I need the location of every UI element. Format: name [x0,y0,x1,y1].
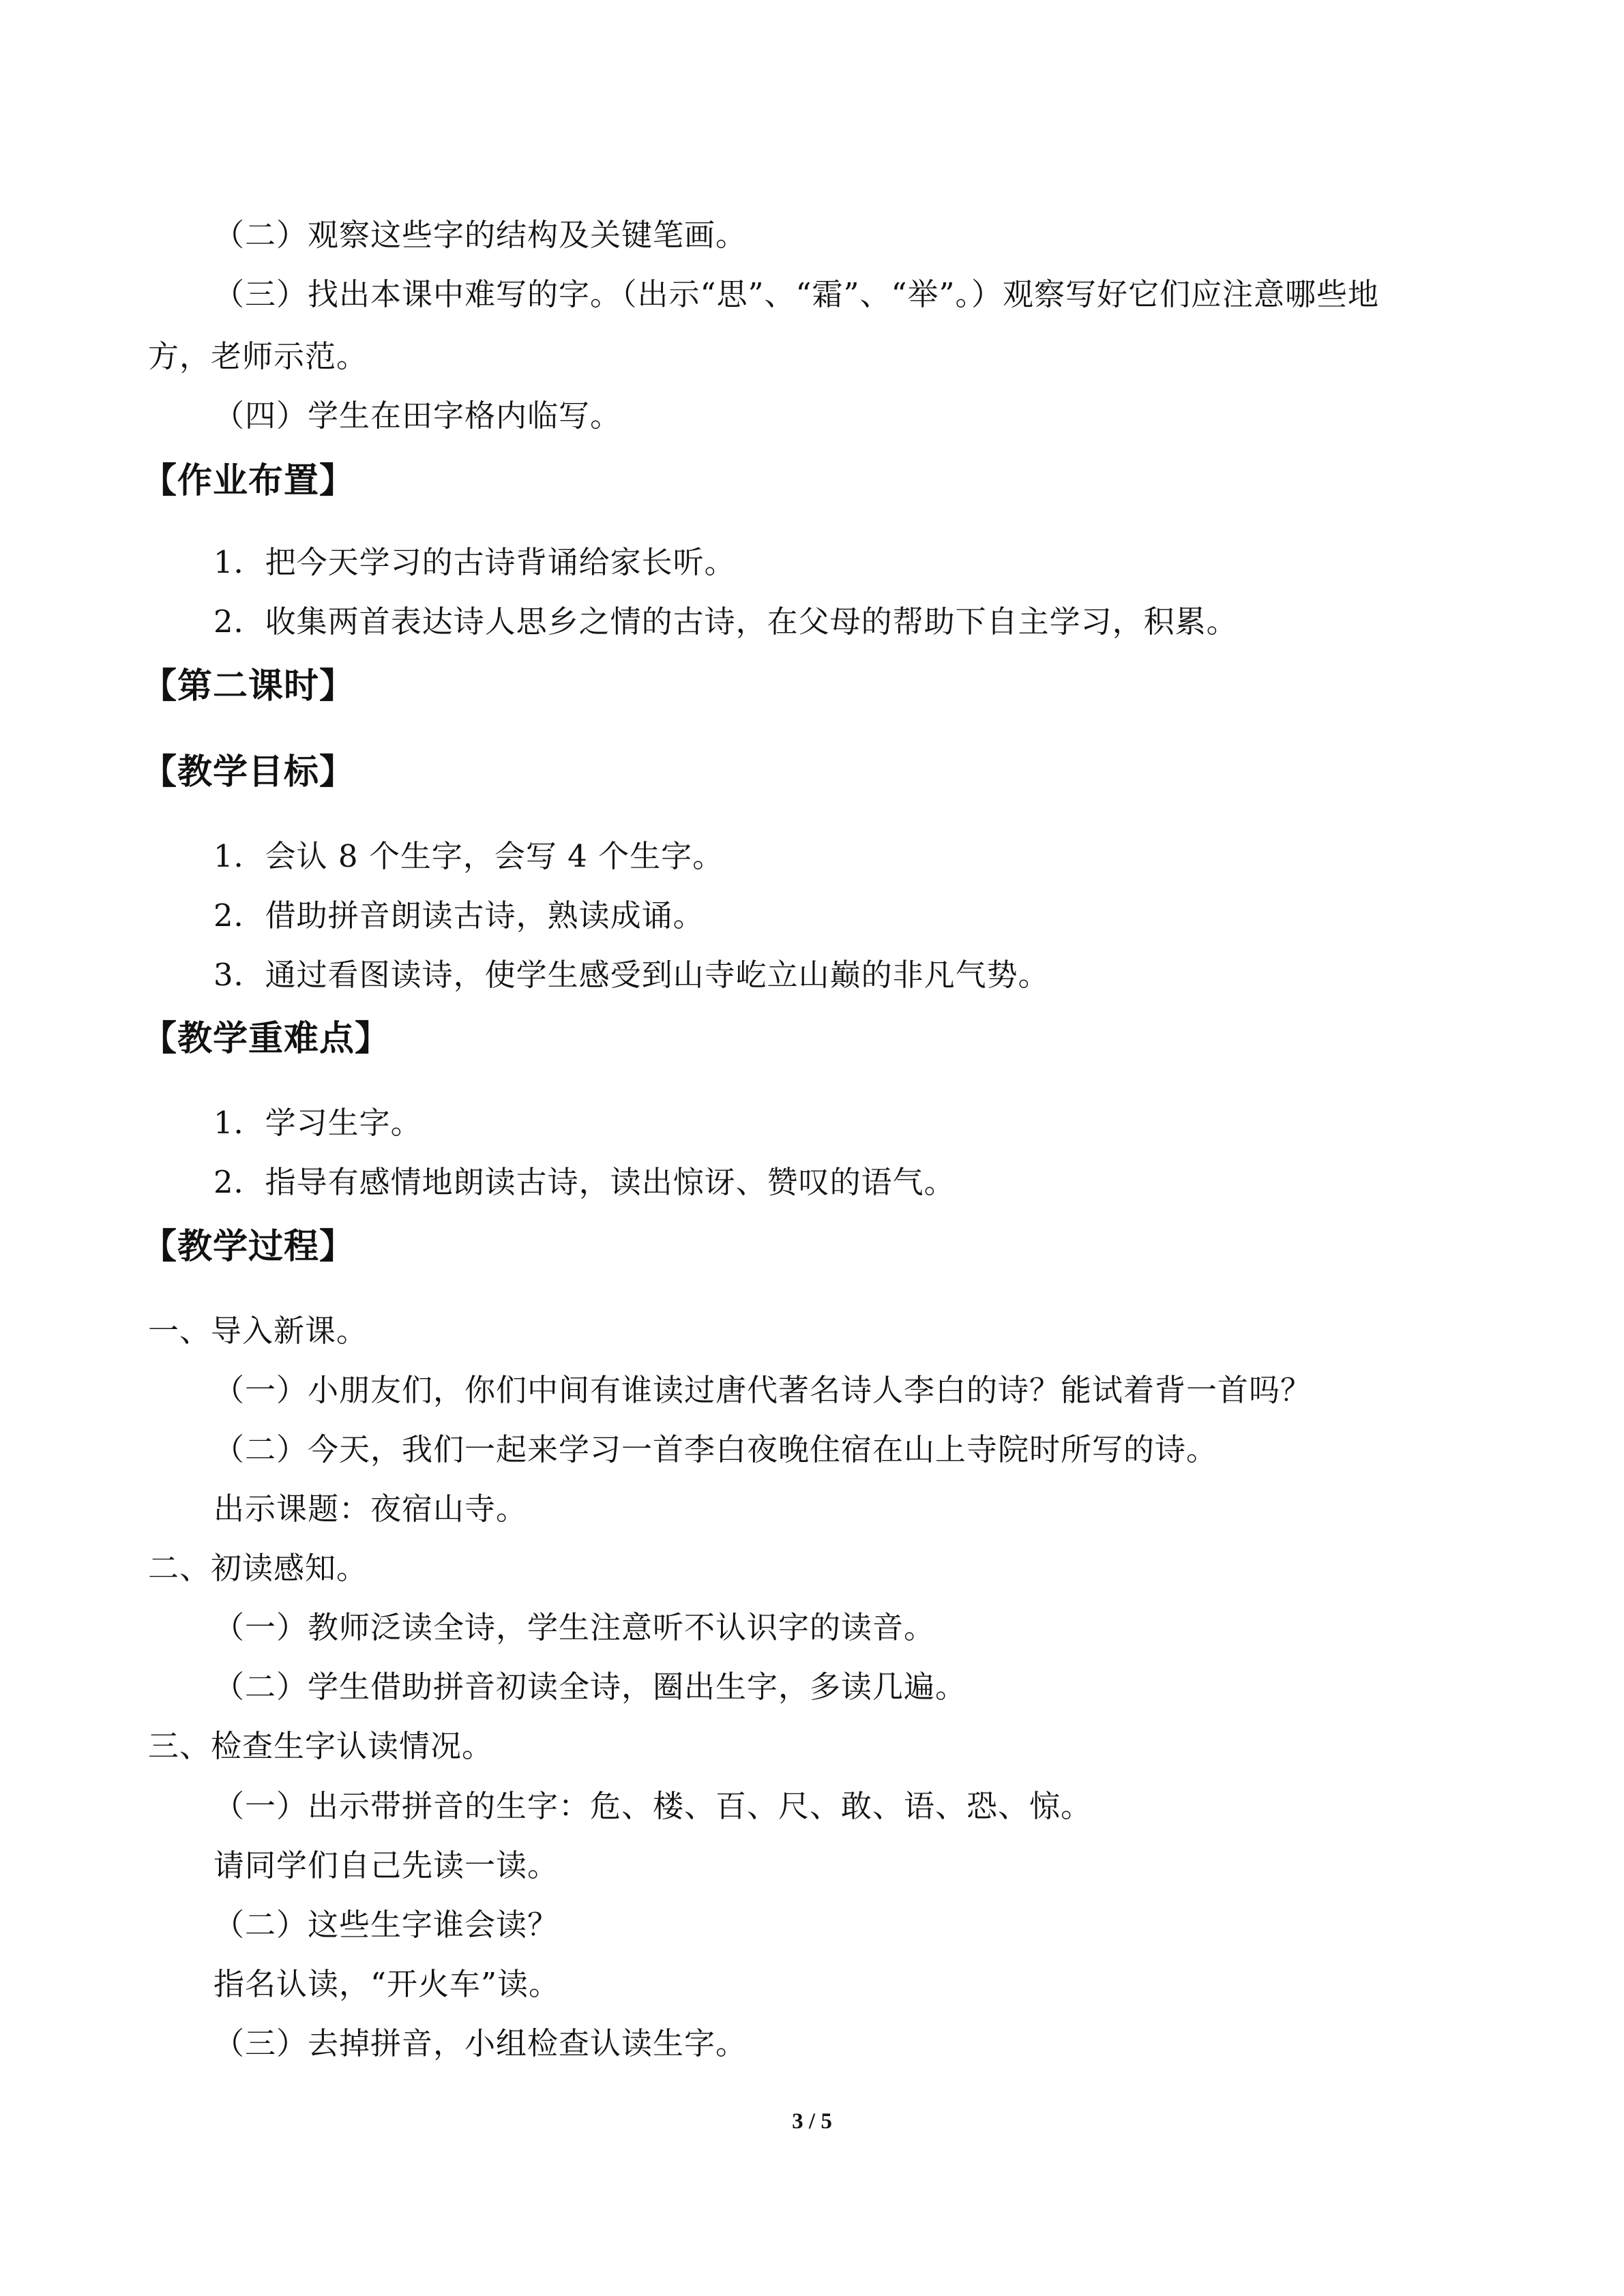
body-line: （二）这些生字谁会读？ [213,1907,559,1943]
body-line: 2．收集两首表达诗人思乡之情的古诗，在父母的帮助下自主学习，积累。 [213,603,1238,640]
body-line: 3．通过看图读诗，使学生感受到山寺屹立山巅的非凡气势。 [213,957,1050,993]
body-line: （一）出示带拼音的生字：危、楼、百、尺、敢、语、恐、惊。 [213,1788,1093,1824]
body-line: 指名认读，“开火车”读。 [213,1966,561,2002]
section-heading: 【教学过程】 [142,1227,355,1267]
body-line: （二）观察这些字的结构及关键笔画。 [213,217,748,253]
body-line: （三）去掉拼音，小组检查认读生字。 [213,2025,748,2061]
body-line: 1．学习生字。 [213,1105,422,1141]
body-line: （四）学生在田字格内临写。 [213,398,622,434]
body-line: 方，老师示范。 [148,338,368,374]
body-line: 2．指导有感情地朗读古诗，读出惊讶、赞叹的语气。 [213,1164,956,1200]
section-heading: 【教学目标】 [142,752,355,792]
body-line: 一、导入新课。 [148,1313,368,1349]
body-line: 出示课题：夜宿山寺。 [213,1491,528,1527]
body-line: 三、检查生字认读情况。 [148,1728,494,1764]
section-heading: 【教学重难点】 [142,1019,391,1059]
page-number: 3 / 5 [792,2109,832,2134]
body-line: 二、初读感知。 [148,1550,368,1586]
body-line: （一）教师泛读全诗，学生注意听不认识字的读音。 [213,1609,936,1645]
body-line: 请同学们自己先读一读。 [213,1847,559,1883]
body-line: 2．借助拼音朗读古诗，熟读成诵。 [213,897,705,934]
body-line: 1．把今天学习的古诗背诵给家长听。 [213,544,736,580]
section-heading: 【第二课时】 [142,666,355,706]
body-line: （三）找出本课中难写的字。（出示“思”、“霜”、“举”。）观察写好它们应注意哪些地 [213,276,1380,312]
body-line: 1．会认 8 个生字，会写 4 个生字。 [213,838,724,874]
section-heading: 【作业布置】 [142,461,355,501]
body-line: （二）今天，我们一起来学习一首李白夜晚住宿在山上寺院时所写的诗。 [213,1431,1218,1467]
body-line: （一）小朋友们，你们中间有谁读过唐代著名诗人李白的诗？能试着背一首吗？ [213,1372,1312,1408]
body-line: （二）学生借助拼音初读全诗，圈出生字，多读几遍。 [213,1669,967,1705]
